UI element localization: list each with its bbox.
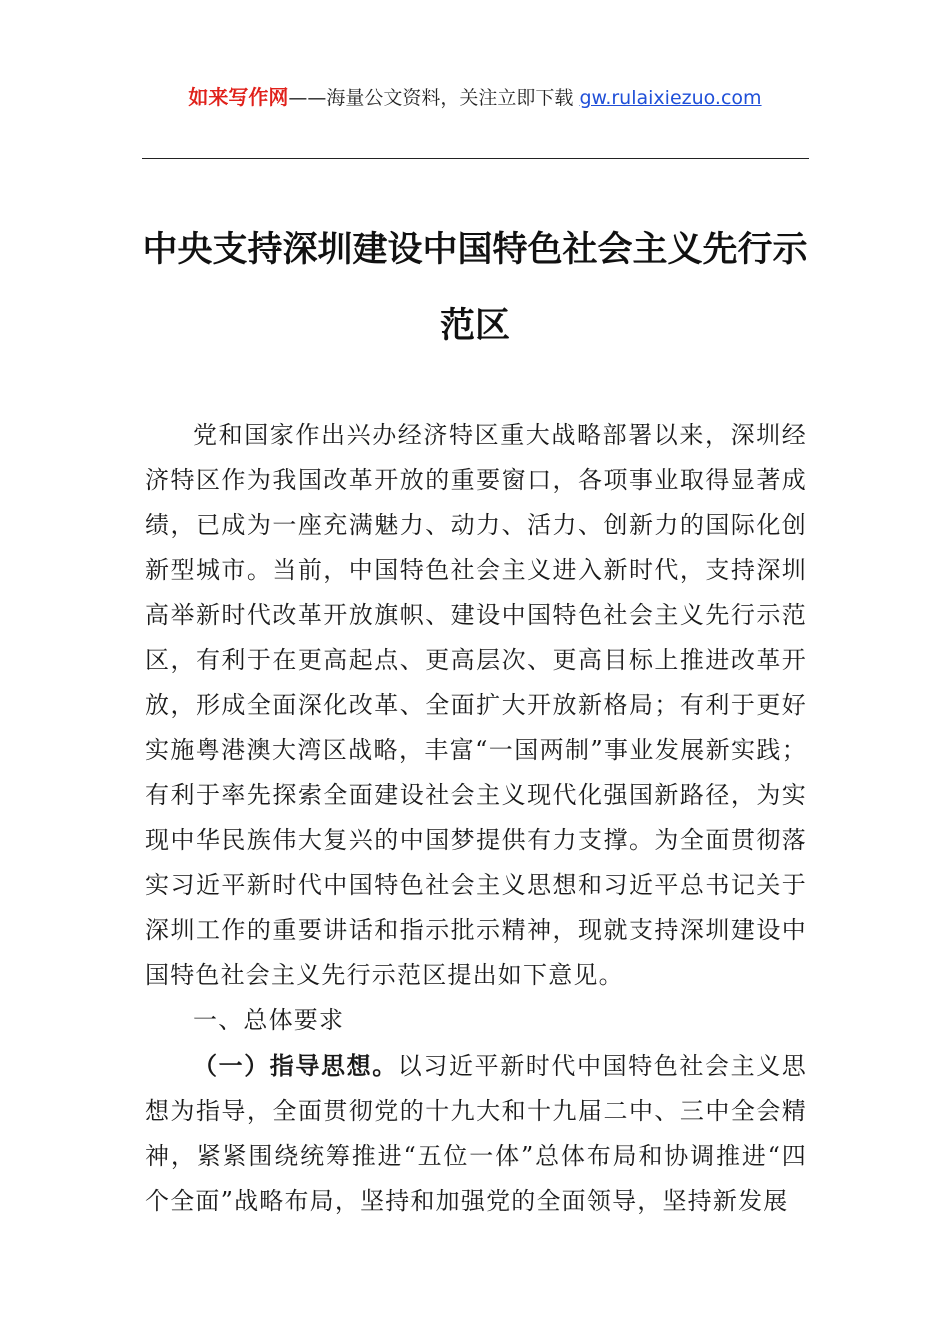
- subsection-heading-guiding-ideology: （一）指导思想。: [193, 1051, 398, 1080]
- document-title: 中央支持深圳建设中国特色社会主义先行示范区: [142, 229, 808, 346]
- document-body: [145, 413, 807, 1224]
- guiding-ideology-text: 以习近平新时代中国特色社会主义思想为指导，全面贯彻党的十九大和十九届二中、三中全会精神，紧紧围绕统筹推进“五位一体”总体布局和协调推进“四个全面”战略布局，坚持和加强党的全面领导，坚持新发展: [145, 1052, 807, 1215]
- site-url-link[interactable]: gw.rulaixiezuo.com: [579, 87, 762, 109]
- intro-paragraph: 党和国家作出兴办经济特区重大战略部署以来，深圳经济特区作为我国改革开放的重要窗口，各项事业取得显著成绩，已成为一座充满魅力、动力、活力、创新力的国际化创新型城市。当前，中国特色社会主义进入新时代，支持深圳高举新时代改革开放旗帜、建设中国特色社会主义先行示范区，有利于在更高起点、更高层次、更高目标上推进改革开放，形成全面深化改革、全面扩大开放新格局；有利于更好实施粤港澳大湾区战略，丰富“一国两制”事业发展新实践；有利于率先探索全面建设社会主义现代化强国新路径，为实现中华民族伟大复兴的中国梦提供有力支撑。为全面贯彻落实习近平新时代中国特色社会主义思想和习近平总书记关于深圳工作的重要讲话和指示批示精神，现就支持深圳建设中国特色社会主义先行示范区提出如下意见。: [145, 421, 807, 989]
- header-divider: [142, 158, 809, 159]
- guiding-ideology-paragraph: [145, 1043, 807, 1224]
- section-heading-general-requirements: 一、总体要求: [193, 1006, 345, 1034]
- header-tagline: ——海量公文资料，关注立即下载: [288, 87, 580, 109]
- brand-name: 如来写作网: [188, 85, 289, 109]
- site-header: [0, 82, 950, 113]
